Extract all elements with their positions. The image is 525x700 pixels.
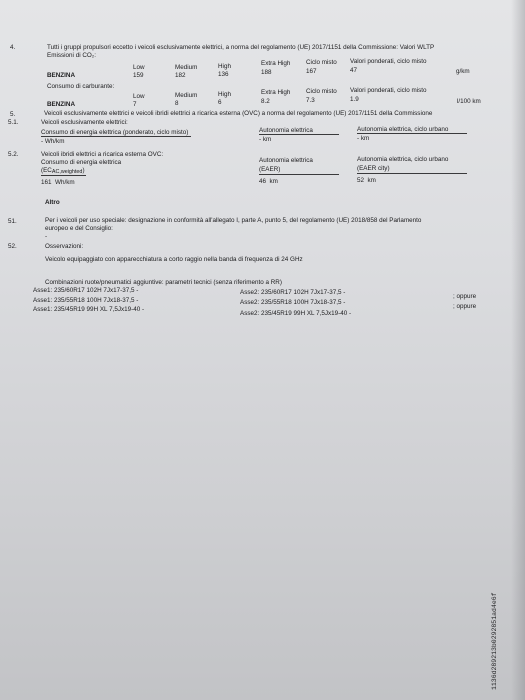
field-label: Autonomia elettrica, ciclo urbano bbox=[357, 156, 449, 163]
field-label: Consumo di energia elettrica (ponderato, ciclo misto) bbox=[41, 129, 189, 136]
underline bbox=[357, 173, 467, 174]
remark-text: Combinazioni ruote/pneumatici aggiuntive: parametri tecnici (senza riferimento a RR) bbox=[45, 279, 282, 286]
column-header: Valori ponderati, ciclo misto bbox=[350, 87, 427, 94]
section-number: 4. bbox=[10, 44, 16, 51]
field-value: - bbox=[45, 233, 48, 240]
column-header: Extra High bbox=[261, 60, 291, 67]
unit-label: g/km bbox=[456, 68, 470, 75]
field-value: 161 Wh/km bbox=[41, 179, 75, 186]
field-value: 52 km bbox=[357, 177, 376, 184]
underline bbox=[259, 134, 339, 135]
section-text: Tutti i gruppi propulsori eccetto i veicoli esclusivamente elettrici, a norma del regolamento (UE) 2017/1151 della Commissione: Valori WLTP bbox=[47, 44, 435, 51]
section-text: Consumo di carburante: bbox=[47, 83, 115, 90]
fuel-label: BENZINA bbox=[47, 101, 75, 108]
tyre-axle-2: Asse2: 235/60R17 102H 7Jx17-37,5 - bbox=[240, 289, 346, 296]
field-label: Autonomia elettrica bbox=[259, 127, 313, 134]
field-value: 46 km bbox=[259, 178, 278, 185]
underline bbox=[41, 136, 191, 137]
underline bbox=[41, 175, 86, 176]
field-value: - km bbox=[259, 136, 272, 143]
section-text: Per i veicoli per uso speciale: designazione in conformità all'allegato I, parte A, punto 5, del regolamento (UE) 2018/858 del Parlamento bbox=[45, 217, 422, 224]
underline bbox=[357, 133, 467, 134]
field-label: Autonomia elettrica, ciclo urbano bbox=[357, 126, 449, 133]
section-number: 5.2. bbox=[8, 151, 19, 158]
tyre-separator: ; oppure bbox=[453, 303, 477, 310]
section-number: 5. bbox=[10, 111, 16, 118]
column-header: Extra High bbox=[261, 89, 291, 96]
section-title: Osservazioni: bbox=[45, 243, 84, 250]
unit-label: l/100 km bbox=[457, 98, 481, 105]
column-header: Ciclo misto bbox=[306, 59, 337, 66]
section-number: 5.1. bbox=[8, 119, 19, 126]
section-number: 51. bbox=[8, 218, 17, 225]
table-cell: 7 bbox=[133, 101, 137, 108]
field-value: - km bbox=[357, 135, 370, 142]
tyre-axle-1: Asse1: 235/45R19 99H XL 7,5Jx19-40 - bbox=[33, 306, 145, 313]
section-text: europeo e del Consiglio: bbox=[45, 225, 113, 232]
table-cell: 136 bbox=[218, 71, 229, 78]
column-header: Valori ponderati, ciclo misto bbox=[350, 58, 427, 65]
field-label: Autonomia elettrica bbox=[259, 157, 313, 164]
column-header: Ciclo misto bbox=[306, 88, 337, 95]
section-text: Veicoli esclusivamente elettrici e veicoli ibridi elettrici a ricarica esterna (OVC) a norma del regolamento (UE) 2017/1151 della Commissione bbox=[44, 110, 433, 117]
section-number: 52. bbox=[8, 243, 17, 250]
fuel-label: BENZINA bbox=[47, 72, 75, 79]
table-cell: 1.9 bbox=[350, 96, 359, 103]
tyre-axle-1: Asse1: 235/60R17 102H 7Jx17-37,5 - bbox=[33, 287, 139, 294]
field-sub-label: (EAER) bbox=[259, 166, 281, 173]
tyre-axle-2: Asse2: 235/55R18 100H 7Jx18-37,5 - bbox=[240, 299, 346, 306]
field-value: - Wh/km bbox=[41, 138, 65, 145]
table-cell: 159 bbox=[133, 72, 144, 79]
table-cell: 8.2 bbox=[261, 98, 270, 105]
tyre-axle-2: Asse2: 235/45R19 99H XL 7,5Jx19-40 - bbox=[240, 310, 352, 317]
section-heading: Altro bbox=[45, 199, 60, 206]
remark-text: Veicolo equipaggiato con apparecchiatura a corto raggio nella banda di frequenza di 24 GHz bbox=[45, 256, 303, 263]
tyre-axle-1: Asse1: 235/55R18 100H 7Jx18-37,5 - bbox=[33, 297, 139, 304]
table-cell: 7.3 bbox=[306, 97, 315, 104]
tyre-separator: ; oppure bbox=[453, 293, 477, 300]
field-sub-label: (ECAC,weighted) bbox=[41, 167, 85, 175]
field-label: Consumo di energia elettrica bbox=[41, 159, 122, 166]
table-cell: 8 bbox=[175, 100, 179, 107]
table-cell: 182 bbox=[175, 72, 186, 79]
table-cell: 47 bbox=[350, 67, 358, 74]
table-cell: 188 bbox=[261, 69, 272, 76]
section-title: Veicoli ibridi elettrici a ricarica esterna OVC: bbox=[41, 151, 164, 158]
paper-shadow bbox=[511, 0, 525, 700]
document-code: 1136d289213b0292851ad4e6f bbox=[491, 592, 498, 690]
column-header: High bbox=[218, 91, 231, 98]
table-cell: 167 bbox=[306, 68, 317, 75]
section-text: Emissioni di CO₂: bbox=[47, 52, 96, 59]
section-title: Veicoli esclusivamente elettrici: bbox=[41, 119, 128, 126]
underline bbox=[259, 174, 339, 175]
column-header: High bbox=[218, 63, 231, 70]
table-cell: 6 bbox=[218, 99, 222, 106]
field-sub-label: (EAER city) bbox=[357, 165, 390, 172]
column-header: Low bbox=[133, 64, 145, 71]
column-header: Low bbox=[133, 93, 145, 100]
column-header: Medium bbox=[175, 92, 198, 99]
column-header: Medium bbox=[175, 64, 198, 71]
